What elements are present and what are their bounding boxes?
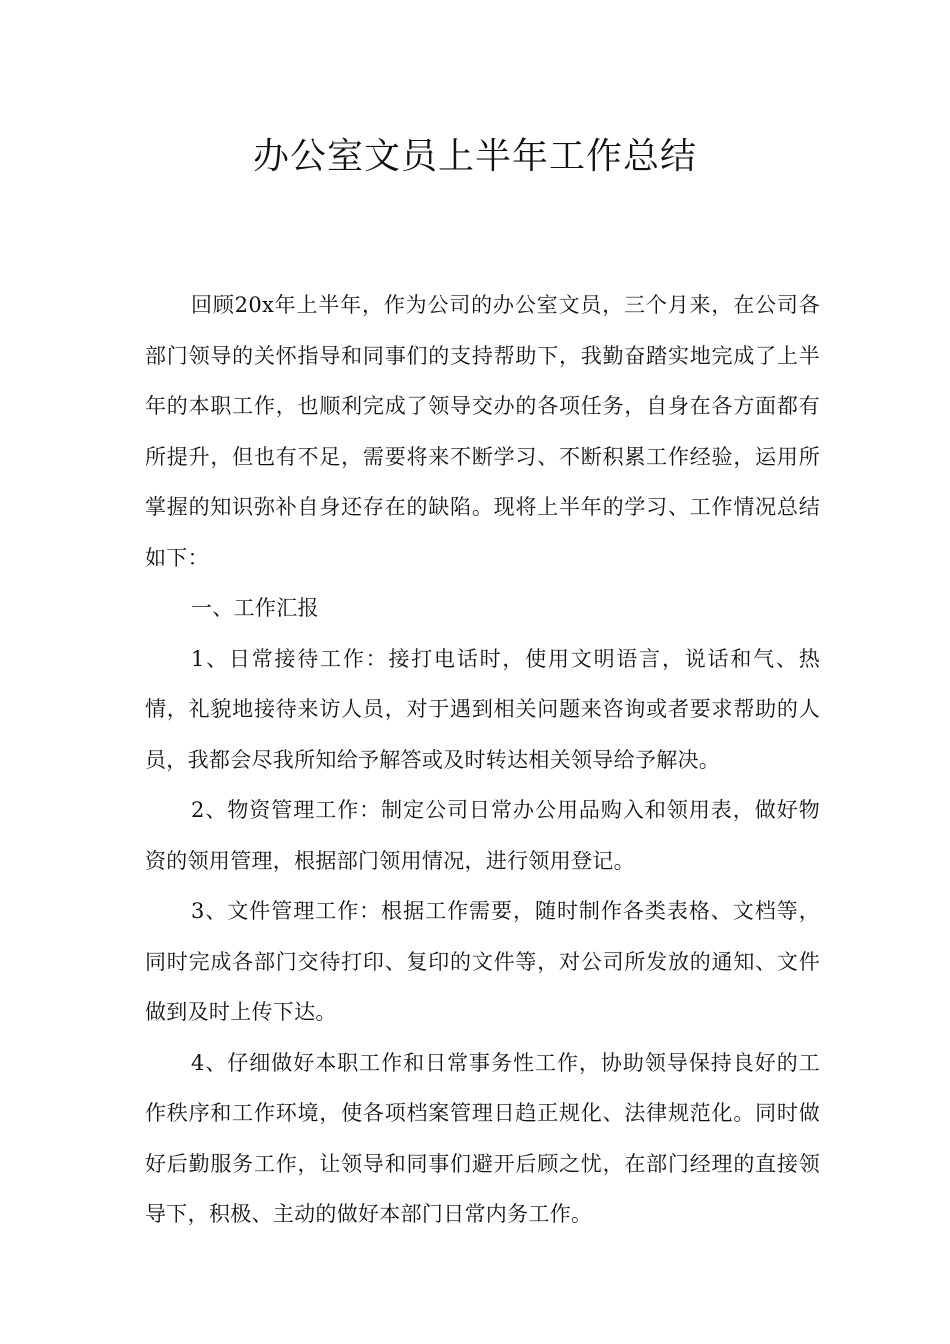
section-heading: 一、工作汇报 (191, 596, 319, 620)
item-paragraph-3: 3、文件管理工作：根据工作需要，随时制作各类表格、文档等，同时完成各部门交待打印、复印的文件等，对公司所发放的通知、文件做到及时上传下达。 (145, 899, 820, 1024)
document-title: 办公室文员上半年工作总结 (252, 136, 697, 177)
item-paragraph-1: 1、日常接待工作：接打电话时，使用文明语言，说话和气、热情，礼貌地接待来访人员，对于遇到相关问题来咨询或者要求帮助的人员，我都会尽我所知给予解答或及时转达相关领导给予解决。 (145, 646, 820, 772)
item-paragraph-4: 4、仔细做好本职工作和日常事务性工作，协助领导保持良好的工作秩序和工作环境，使各项档案管理日趋正规化、法律规范化。同时做好后勤服务工作，让领导和同事们避开后顾之忧，在部门经理的直接领导下，积极、主动的做好本部门日常内务工作。 (145, 1050, 820, 1226)
item-paragraph-2: 2、物资管理工作：制定公司日常办公用品购入和领用表，做好物资的领用管理，根据部门领用情况，进行领用登记。 (145, 798, 820, 873)
document-body (145, 280, 820, 1240)
intro-paragraph: 回顾20x年上半年，作为公司的办公室文员，三个月来，在公司各部门领导的关怀指导和同事们的支持帮助下，我勤奋踏实地完成了上半年的本职工作，也顺利完成了领导交办的各项任务，自身在各方面都有所提升，但也有不足，需要将来不断学习、不断积累工作经验，运用所掌握的知识弥补自身还存在的缺陷。现将上半年的学习、工作情况总结如下： (145, 293, 820, 570)
